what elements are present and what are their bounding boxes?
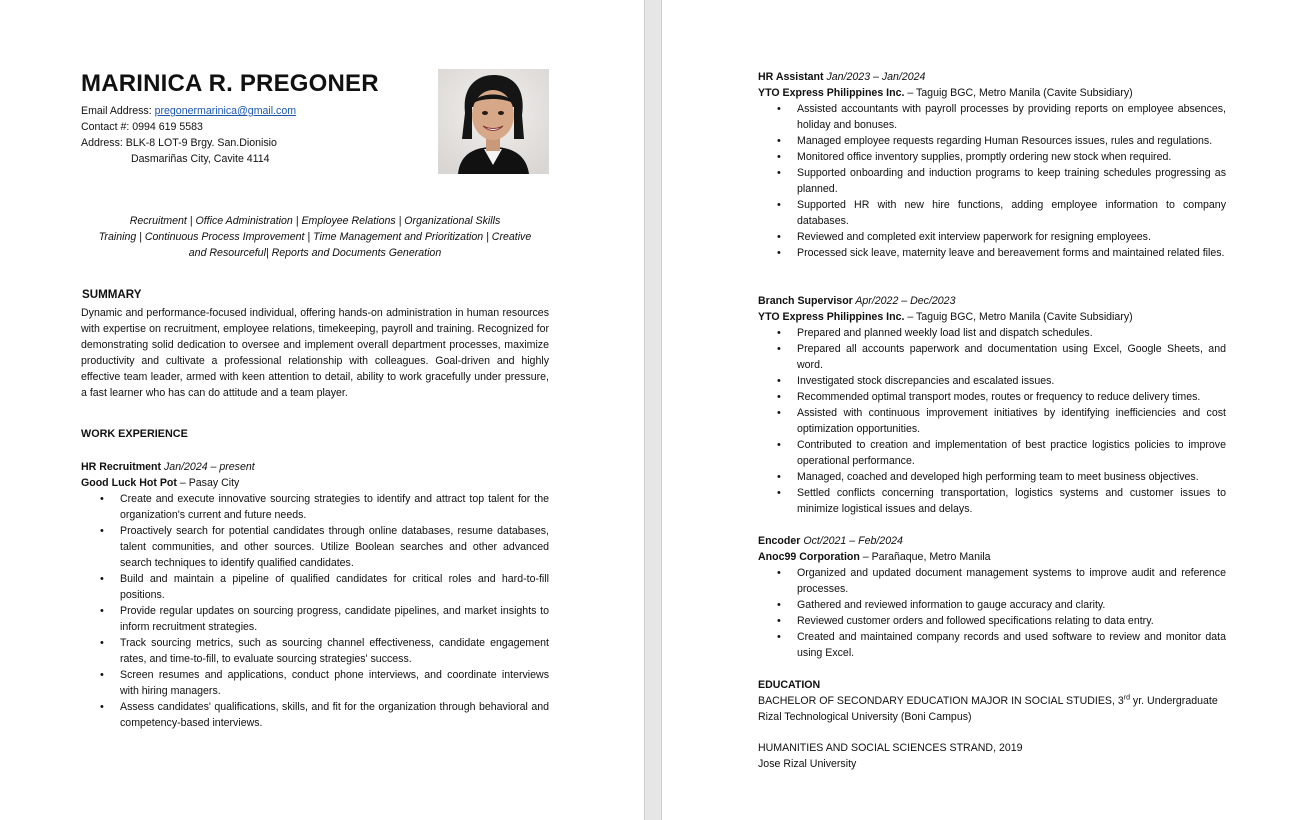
- page-gutter: [644, 0, 662, 820]
- job-duty: • Assisted with continuous improvement initiatives by identifying inefficiencies and cost optimization opportunities.: [758, 405, 1226, 437]
- job-title-line: [81, 459, 549, 475]
- job-duty: • Proactively search for potential candidates through online databases, resume databases, talent communities, and other sources. Utilize Boolean searches and other advanced search techniques to identify qualified candidates.: [81, 523, 549, 571]
- job-duties-list: [81, 491, 549, 731]
- email-label: Email Address:: [81, 105, 155, 117]
- job-title: Branch Supervisor: [758, 295, 853, 307]
- summary-heading: SUMMARY: [82, 288, 142, 301]
- job-entry-hr-recruitment: [81, 459, 549, 731]
- company-name: YTO Express Philippines Inc.: [758, 87, 905, 99]
- job-dates: Jan/2023 – Jan/2024: [823, 71, 926, 83]
- job-title-line: [758, 533, 1226, 549]
- job-duty: • Processed sick leave, maternity leave and bereavement forms and maintained related files.: [758, 245, 1226, 261]
- education-heading: EDUCATION: [758, 679, 821, 691]
- work-experience-heading: WORK EXPERIENCE: [81, 428, 188, 440]
- job-duty: • Recommended optimal transport modes, routes or frequency to reduce delivery times.: [758, 389, 1226, 405]
- job-duty: • Prepared and planned weekly load list and dispatch schedules.: [758, 325, 1226, 341]
- company-line: [758, 549, 1226, 565]
- job-duty: • Provide regular updates on sourcing progress, candidate pipelines, and market insights to inform recruitment strategies.: [81, 603, 549, 635]
- skills-line: Recruitment | Office Administration | Employee Relations | Organizational Skills: [129, 215, 501, 227]
- company-line: [758, 85, 1226, 101]
- job-entry-branch-supervisor: [758, 293, 1226, 517]
- job-entry-encoder: [758, 533, 1226, 661]
- summary-text: Dynamic and performance-focused individual, offering hands-on administration in human resources with expertise on recruitment, employee relations, timekeeping, payroll and training. Recognized for demonstrating solid dedication to oversee and implement overall department processes, maximize productivity and cultivate a professional relationship with colleagues. Goal-driven and highly effective team leader, armed with keen attention to detail, ability to work gracefully under pressure, a fast learner who has can do attitude and a team player.: [81, 307, 549, 399]
- job-dates: Apr/2022 – Dec/2023: [852, 295, 956, 307]
- phone-line: Contact #: 0994 619 5583: [81, 121, 203, 133]
- gutter-edge: [644, 0, 645, 820]
- job-dates: Oct/2021 – Feb/2024: [800, 535, 903, 547]
- job-duty: • Supported HR with new hire functions, adding employee information to company databases.: [758, 197, 1226, 229]
- job-duty: • Contributed to creation and implementation of best practice logistics policies to improve operational performance.: [758, 437, 1226, 469]
- job-title: HR Recruitment: [81, 461, 162, 473]
- company-name: YTO Express Philippines Inc.: [758, 311, 905, 323]
- job-duty: • Gathered and reviewed information to gauge accuracy and clarity.: [758, 597, 1226, 613]
- education-school: Jose Rizal University: [758, 758, 857, 770]
- job-duty: • Supported onboarding and induction programs to keep training schedules progressing as planned.: [758, 165, 1226, 197]
- job-duty: • Screen resumes and applications, conduct phone interviews, and coordinate interviews with hiring managers.: [81, 667, 549, 699]
- education-spacer: [758, 725, 1226, 740]
- job-title: Encoder: [758, 535, 801, 547]
- job-duties-list: [758, 565, 1226, 661]
- job-entry-hr-assistant: [758, 69, 1226, 261]
- job-duty: • Managed employee requests regarding Human Resources issues, rules and regulations.: [758, 133, 1226, 149]
- company-name: Good Luck Hot Pot: [81, 477, 177, 489]
- profile-photo: [438, 69, 549, 174]
- degree-ordinal: rd: [1123, 694, 1130, 702]
- education-strand: HUMANITIES AND SOCIAL SCIENCES STRAND, 2019: [758, 742, 1023, 754]
- address-line-1: Address: BLK-8 LOT-9 Brgy. San.Dionisio: [81, 137, 277, 149]
- job-dates: Jan/2024 – present: [161, 461, 255, 473]
- resume-page-1: [0, 0, 644, 820]
- skills-line: and Resourceful| Reports and Documents Generation: [188, 247, 442, 259]
- company-line: [81, 475, 549, 491]
- education-degree: [758, 693, 1226, 709]
- job-duty: • Reviewed customer orders and followed specifications relating to data entry.: [758, 613, 1226, 629]
- job-duty: • Managed, coached and developed high performing team to meet business objectives.: [758, 469, 1226, 485]
- job-duty: • Assess candidates' qualifications, skills, and fit for the organization through behavioral and competency-based interviews.: [81, 699, 549, 731]
- job-duty: • Organized and updated document management systems to improve audit and reference processes.: [758, 565, 1226, 597]
- company-location: – Taguig BGC, Metro Manila (Cavite Subsidiary): [904, 311, 1133, 323]
- job-duties-list: [758, 325, 1226, 517]
- job-duty: • Monitored office inventory supplies, promptly ordering new stock when required.: [758, 149, 1226, 165]
- skills-summary: [81, 213, 549, 261]
- job-title-line: [758, 69, 1226, 85]
- company-location: – Taguig BGC, Metro Manila (Cavite Subsidiary): [904, 87, 1133, 99]
- job-duty: • Assisted accountants with payroll processes by providing reports on employee absences, holiday and bonuses.: [758, 101, 1226, 133]
- job-duty: • Build and maintain a pipeline of qualified candidates for critical roles and hard-to-fill positions.: [81, 571, 549, 603]
- skills-line: Training | Continuous Process Improvement | Time Management and Prioritization | Creative: [98, 231, 532, 243]
- job-duty: • Track sourcing metrics, such as sourcing channel effectiveness, candidate engagement rates, and time-to-fill, to evaluate sourcing strategies' success.: [81, 635, 549, 667]
- email-line: [81, 103, 421, 119]
- job-duty: • Create and execute innovative sourcing strategies to identify and attract top talent for the organization's current and future needs.: [81, 491, 549, 523]
- job-title-line: [758, 293, 1226, 309]
- email-link[interactable]: pregonermarinica@gmail.com: [154, 105, 297, 117]
- job-title: HR Assistant: [758, 71, 824, 83]
- degree-text: BACHELOR OF SECONDARY EDUCATION MAJOR IN SOCIAL STUDIES, 3: [758, 695, 1124, 707]
- company-location: – Parañaque, Metro Manila: [859, 551, 991, 563]
- company-line: [758, 309, 1226, 325]
- contact-block: [81, 103, 421, 167]
- job-duty: • Created and maintained company records and used software to review and monitor data using Excel.: [758, 629, 1226, 661]
- job-duty: • Settled conflicts concerning transportation, logistics systems and customer issues to minimize logistical issues and delays.: [758, 485, 1226, 517]
- job-duty: • Investigated stock discrepancies and escalated issues.: [758, 373, 1226, 389]
- education-section: [758, 677, 1226, 772]
- company-name: Anoc99 Corporation: [758, 551, 860, 563]
- resume-page-2: [662, 0, 1306, 820]
- education-school: Rizal Technological University (Boni Campus): [758, 711, 972, 723]
- candidate-name: MARINICA R. PREGONER: [81, 70, 379, 97]
- job-duty: • Reviewed and completed exit interview paperwork for resigning employees.: [758, 229, 1226, 245]
- company-location: – Pasay City: [176, 477, 240, 489]
- job-duties-list: [758, 101, 1226, 261]
- address-line-2: Dasmariñas City, Cavite 4114: [131, 153, 270, 165]
- degree-status: yr. Undergraduate: [1129, 695, 1218, 707]
- job-duty: • Prepared all accounts paperwork and documentation using Excel, Google Sheets, and word.: [758, 341, 1226, 373]
